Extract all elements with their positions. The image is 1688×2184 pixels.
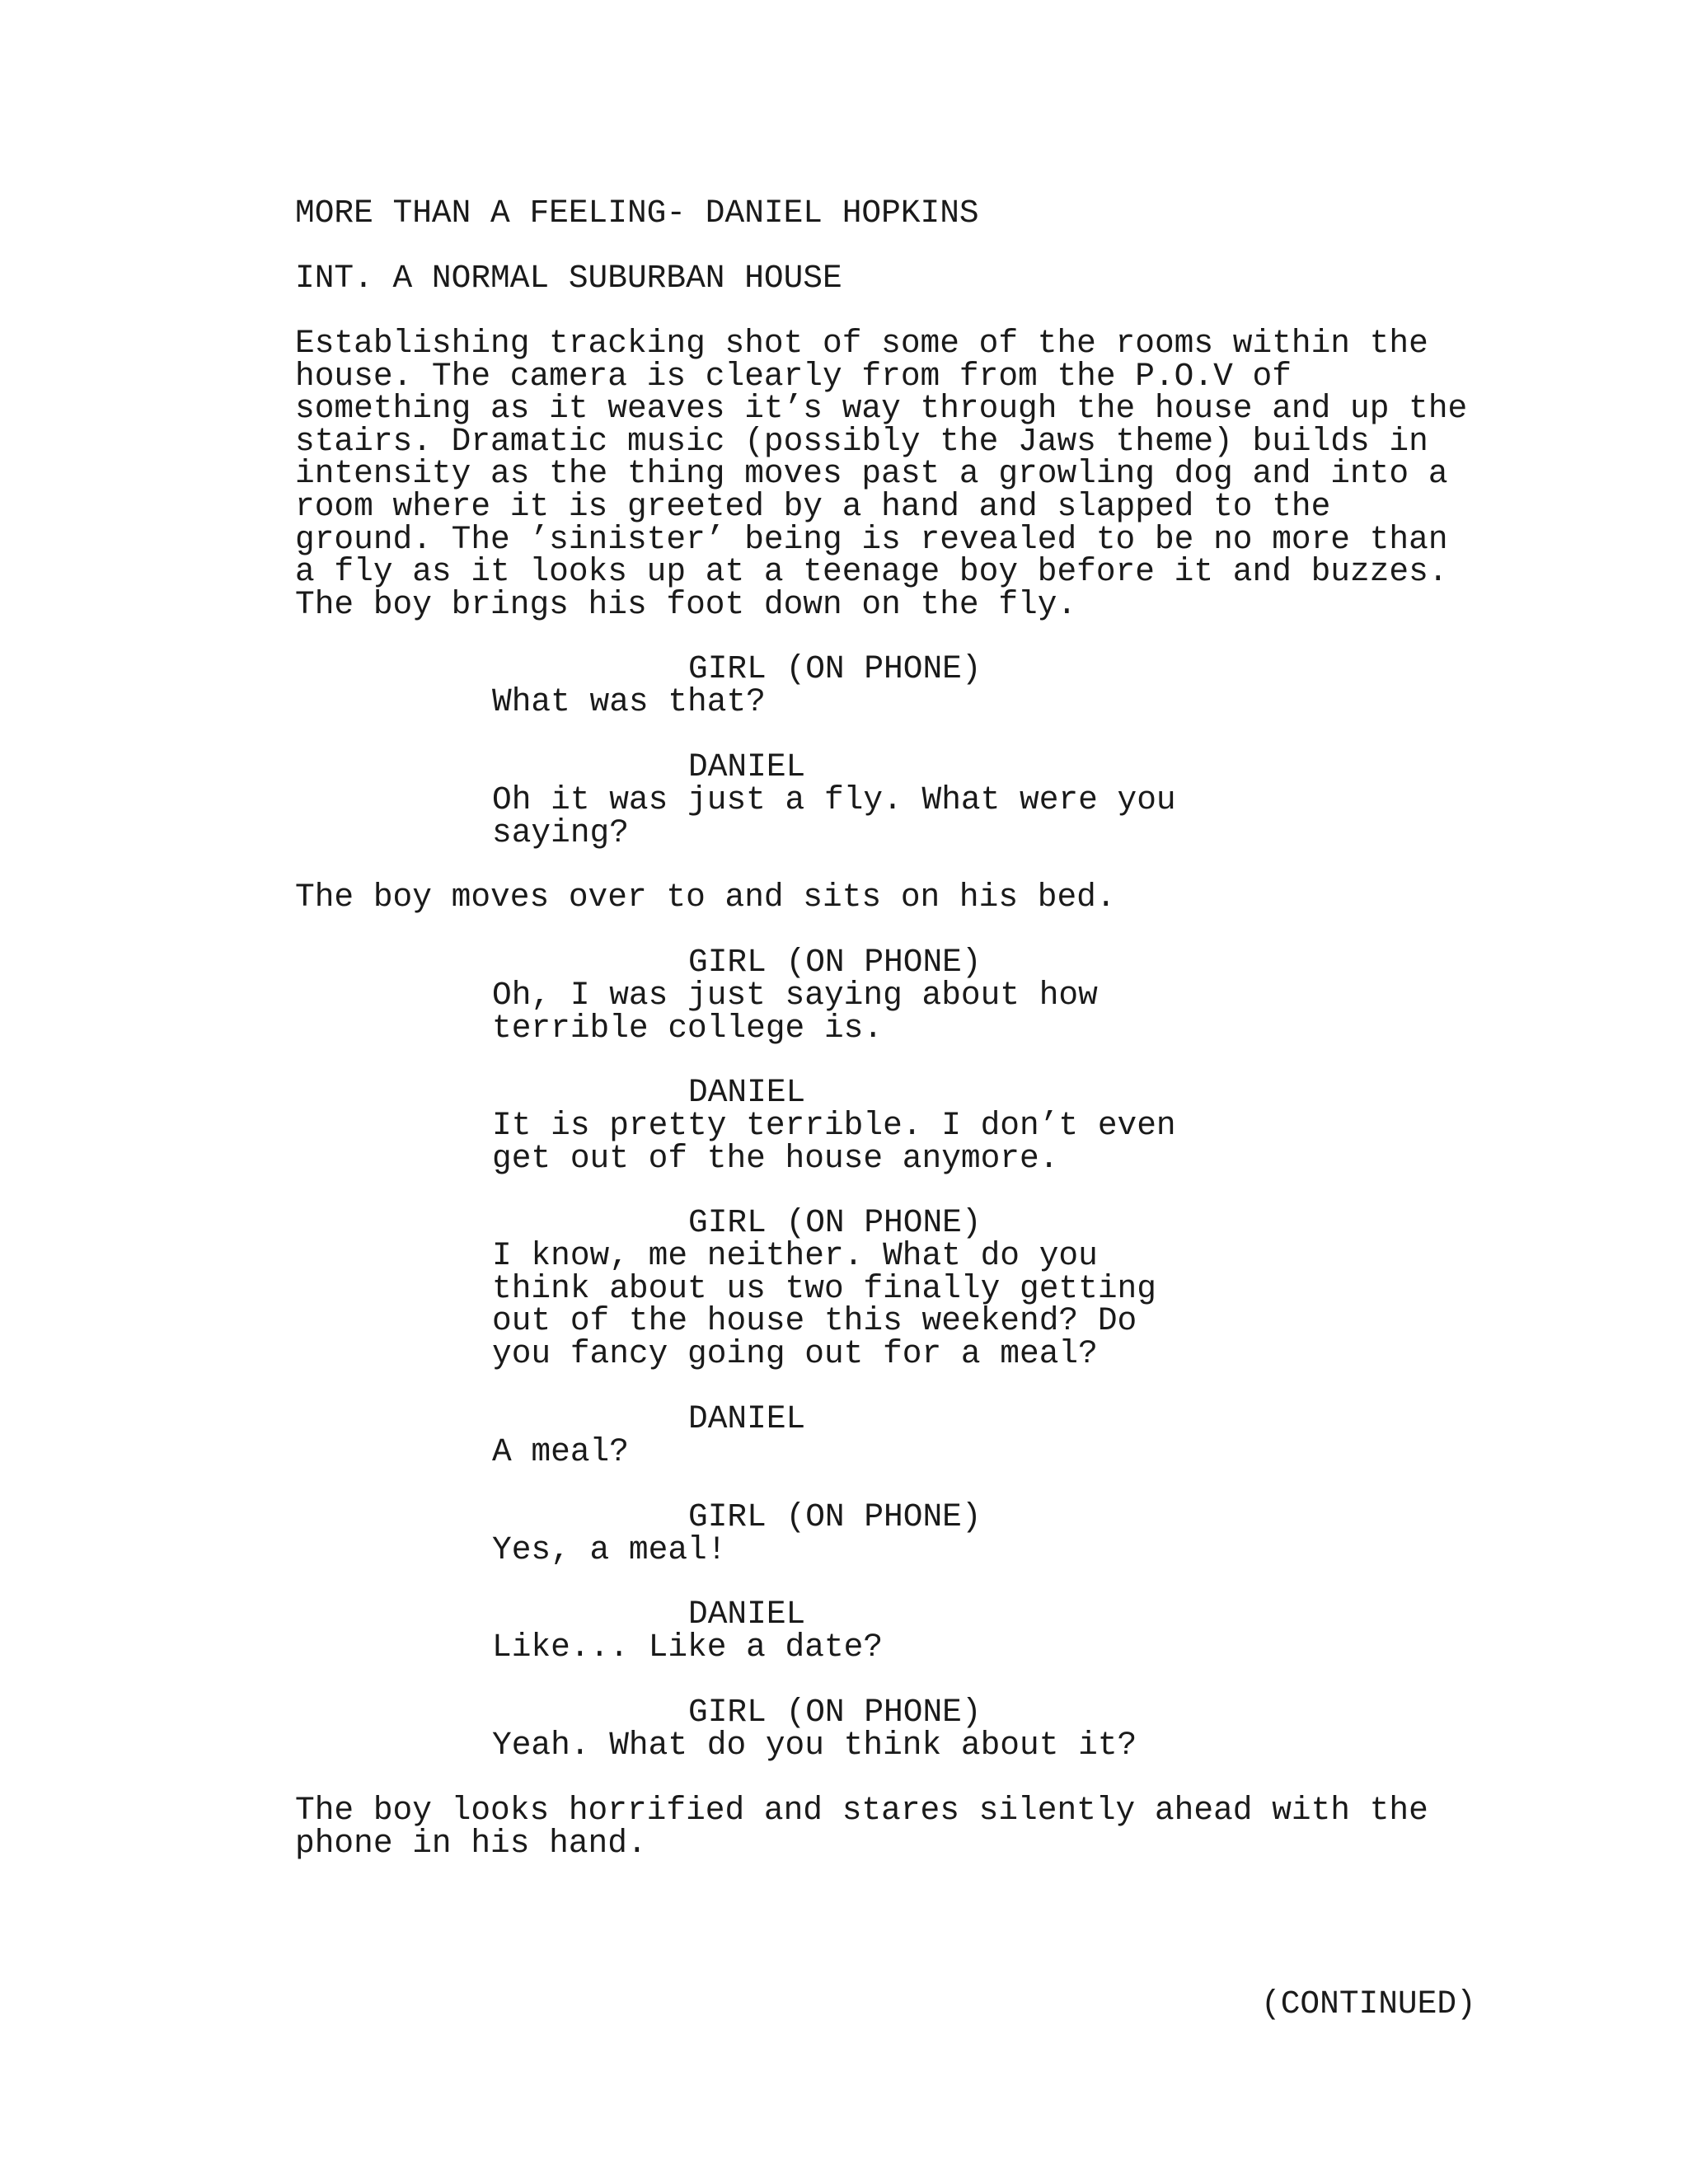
dialogue-line: Like... Like a date? <box>492 1629 884 1666</box>
dialogue-line: Yes, a meal! <box>492 1531 727 1568</box>
character-cue: DANIEL <box>688 1400 806 1437</box>
character-cue: GIRL (ON PHONE) <box>688 944 982 981</box>
dialogue-line: It is pretty terrible. I don’t even get out of the house anymore. <box>492 1107 1176 1177</box>
character-cue: GIRL (ON PHONE) <box>688 1694 982 1731</box>
dialogue-line: I know, me neither. What do you think about us two finally getting out of the house this weekend? Do you fancy going out for a meal? <box>492 1237 1156 1372</box>
character-cue: GIRL (ON PHONE) <box>688 1498 982 1535</box>
script-title: MORE THAN A FEELING- DANIEL HOPKINS <box>295 194 979 232</box>
dialogue-line: Oh it was just a fly. What were you saying? <box>492 781 1176 851</box>
continued-marker: (CONTINUED) <box>1261 1985 1476 2022</box>
character-cue: DANIEL <box>688 1596 806 1633</box>
action-paragraph: Establishing tracking shot of some of the rooms within the house. The camera is clearly from from the P.O.V of something as it weaves it’s way through the house and up the stairs. Dramatic music (possibly the Jaws theme) builds in intensity as the thing moves past a growling dog and into a room where it is greeted by a hand and slapped to the ground. The ’sinister’ being is revealed to be no more than a fly as it looks up at a teenage boy before it and buzzes. The boy brings his foot down on the fly. <box>295 325 1468 623</box>
character-cue: DANIEL <box>688 748 806 785</box>
scene-heading: INT. A NORMAL SUBURBAN HOUSE <box>295 260 842 297</box>
action-paragraph: The boy moves over to and sits on his bed. <box>295 879 1116 916</box>
character-cue: GIRL (ON PHONE) <box>688 1204 982 1241</box>
dialogue-line: What was that? <box>492 683 766 720</box>
character-cue: GIRL (ON PHONE) <box>688 650 982 687</box>
dialogue-line: A meal? <box>492 1433 629 1470</box>
dialogue-line: Yeah. What do you think about it? <box>492 1727 1137 1764</box>
dialogue-line: Oh, I was just saying about how terrible college is. <box>492 977 1098 1047</box>
action-paragraph: The boy looks horrified and stares silently ahead with the phone in his hand. <box>295 1792 1428 1862</box>
character-cue: DANIEL <box>688 1074 806 1111</box>
